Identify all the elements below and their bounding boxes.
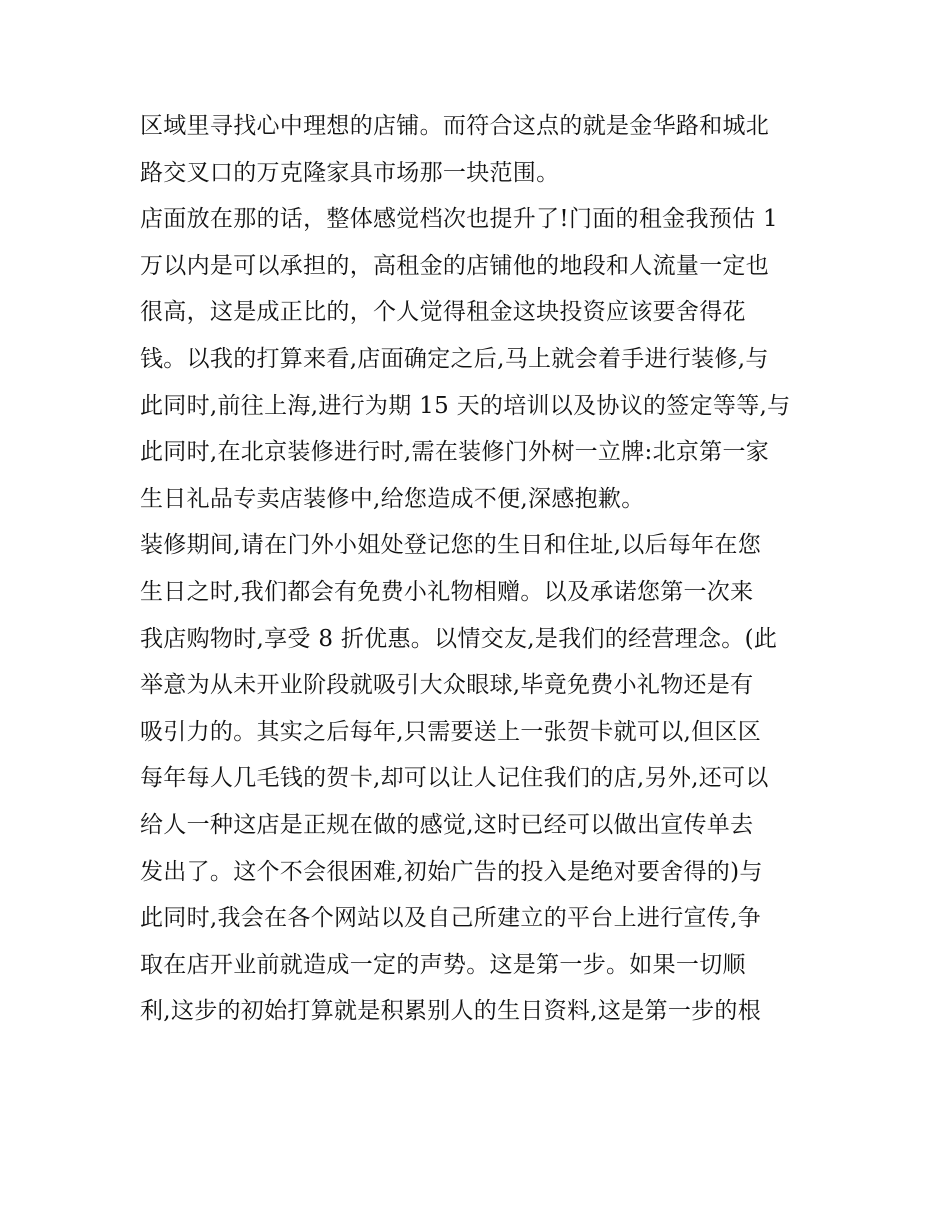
body-text — [140, 103, 820, 1035]
text-line: 此同时,在北京装修进行时,需在装修门外树一立牌:北京第一家 — [140, 439, 770, 466]
text-line: 万以内是可以承担的，高租金的店铺他的地段和人流量一定也 — [140, 252, 770, 279]
text-line: 给人一种这店是正规在做的感觉,这时已经可以做出宣传单去 — [140, 811, 754, 838]
text-line: 生日礼品专卖店装修中,给您造成不便,深感抱歉。 — [140, 485, 645, 512]
text-line: 钱。以我的打算来看,店面确定之后,马上就会着手进行装修,与 — [140, 345, 769, 372]
text-line: 装修期间,请在门外小姐处登记您的生日和住址,以后每年在您 — [140, 532, 762, 559]
text-line: 举意为从未开业阶段就吸引大众眼球,毕竟免费小礼物还是有 — [140, 672, 754, 699]
text-line: 区域里寻找心中理想的店铺。而符合这点的就是金华路和城北 — [140, 113, 770, 139]
text-line: 每年每人几毛钱的贺卡,却可以让人记住我们的店,另外,还可以 — [140, 765, 769, 792]
text-line: 此同时,前往上海,进行为期 15 天的培训以及协议的签定等等,与 — [140, 392, 791, 419]
text-line: 利,这步的初始打算就是积累别人的生日资料,这是第一步的根 — [140, 998, 762, 1025]
text-line: 此同时,我会在各个网站以及自己所建立的平台上进行宣传,争 — [140, 905, 762, 932]
text-line: 我店购物时,享受 8 折优惠。以情交友,是我们的经营理念。(此 — [140, 625, 778, 652]
text-line: 店面放在那的话，整体感觉档次也提升了!门面的租金我预估 1 — [140, 206, 778, 233]
text-line: 取在店开业前就造成一定的声势。这是第一步。如果一切顺 — [140, 951, 746, 978]
text-line: 生日之时,我们都会有免费小礼物相赠。以及承诺您第一次来 — [140, 578, 754, 605]
text-line: 很高，这是成正比的，个人觉得租金这块投资应该要舍得花 — [140, 299, 746, 326]
text-line: 吸引力的。其实之后每年,只需要送上一张贺卡就可以,但区区 — [140, 718, 762, 745]
text-line: 发出了。这个不会很困难,初始广告的投入是绝对要舍得的)与 — [140, 858, 763, 885]
text-line: 路交叉口的万克隆家具市场那一块范围。 — [140, 159, 560, 186]
